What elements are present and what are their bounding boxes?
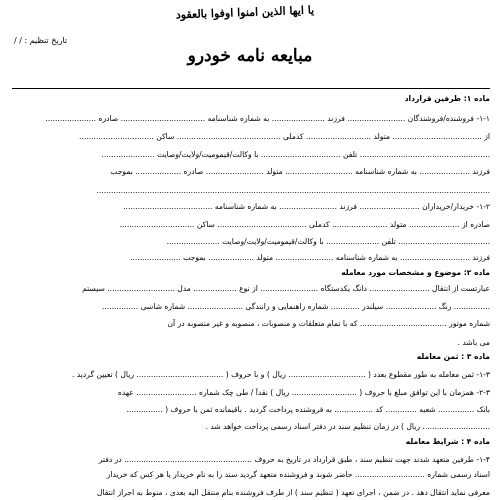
contract-line: می باشد . [457,338,490,347]
section-heading: ماده ۴ : شرایط معامله [405,437,490,446]
header-divider [12,88,490,89]
contract-line: ...................................... تلفن ...................... با وکالت/قیمومیت/ولایت/وصایت ...................... [166,237,490,246]
contract-line: ...................................................... تلفن ................................. با وکالت/قیمومیت/ولایت/وصایت ...................... [101,150,490,159]
contract-line: از ..................................... متولد ........................... کدملی ........................................... ساکن ............................... [79,132,490,141]
section-heading: ماده ۳ : ثمن معامله [416,352,490,361]
contract-line: ۲-۳- همزمان با این توافق مبلغ با حروف ( ........................... ریال ) نقداً / طی چک شماره ......................... عهده [117,388,490,397]
contract-line: ................................................................................................................................................................... [96,186,490,195]
contract-line: ۱-۴- طرفین متعهد شدند جهت تنظیم سند ، طبق قرارداد در تاریخ به حروف ..................................................... در دفتر [98,455,490,464]
contract-line: ۱-۳- ثمن معامله به طور مقطوع بعدد ( ................................ ریال ) و با حروف ( .................................... ریال ) تعیین گردید . [71,370,490,379]
contract-line: عبارتست از انتقال ......................... دانگ یکدستگاه ........................ از نوع .................. مدل ............................ سیستم [82,284,490,293]
date-label: تاريخ تنظيم : / / [14,36,68,45]
contract-line: شماره موتور .................................... که با تمام متعلقات و منصوبات ، منصوبه و غیر منصوبه در آن [167,319,490,328]
page-title: مبايعه نامه خودرو [187,46,313,66]
section-heading: ماده ۱: طرفين قرارداد [404,94,490,103]
contract-line: ۱-۲- خریدار/خریداران ......................... فرزند ........................ به شماره شناسنامه ..................................... [123,202,490,211]
section-heading: ماده ۲: موضوع و مشخصات مورد معامله [341,268,490,277]
contract-line: فرزند ..................... به شماره شناسنامه ............................ متولد ........................ صادره ................... بموجب [110,167,490,176]
contract-line: اسناد رسمی شماره ............................. حاضر شوند و فروشنده متعهد گردید سند را به نام خریدار یا هر کس که خریدار [106,470,490,479]
contract-line: ............... رنگ ..................... سیلندر ............ شماره راهنمایی و رانندگی ....................... شماره شاسی ............... [101,302,490,311]
contract-line: معرفی نماید انتقال دهد . در ضمن ، اجرای تعهد ( تنظیم سند ) از طرف فروشنده بنام منتقل الیه بعدی ، منوط به اجراز انتقال [96,488,490,497]
contract-line: فرزند ............................. به شماره شناسنامه ........................ متولد ................... بموجب ..................... [130,253,490,262]
header-verse: يا ايها الذين امنوا اوفوا بالعقود [175,3,315,22]
contract-line: ۱-۱- فروشنده/فروشندگان ........................ فرزند ...................... به شماره شناسنامه ................................... صادره ..................... [45,114,490,123]
contract-line: بانک ............... شعبه ............. کد ................ به فروشنده پرداخت گردید . باقیمانده ثمن با حروف ( ............... [126,405,490,414]
contract-line: ............................ ریال ) در زمان تنظیم سند در دفتر اسناد رسمی پرداخت خواهد شد . [205,422,490,431]
contract-line: صادره از ..................... متولد ....................... کدملی ..................................... ساکن ............................... [119,220,490,229]
